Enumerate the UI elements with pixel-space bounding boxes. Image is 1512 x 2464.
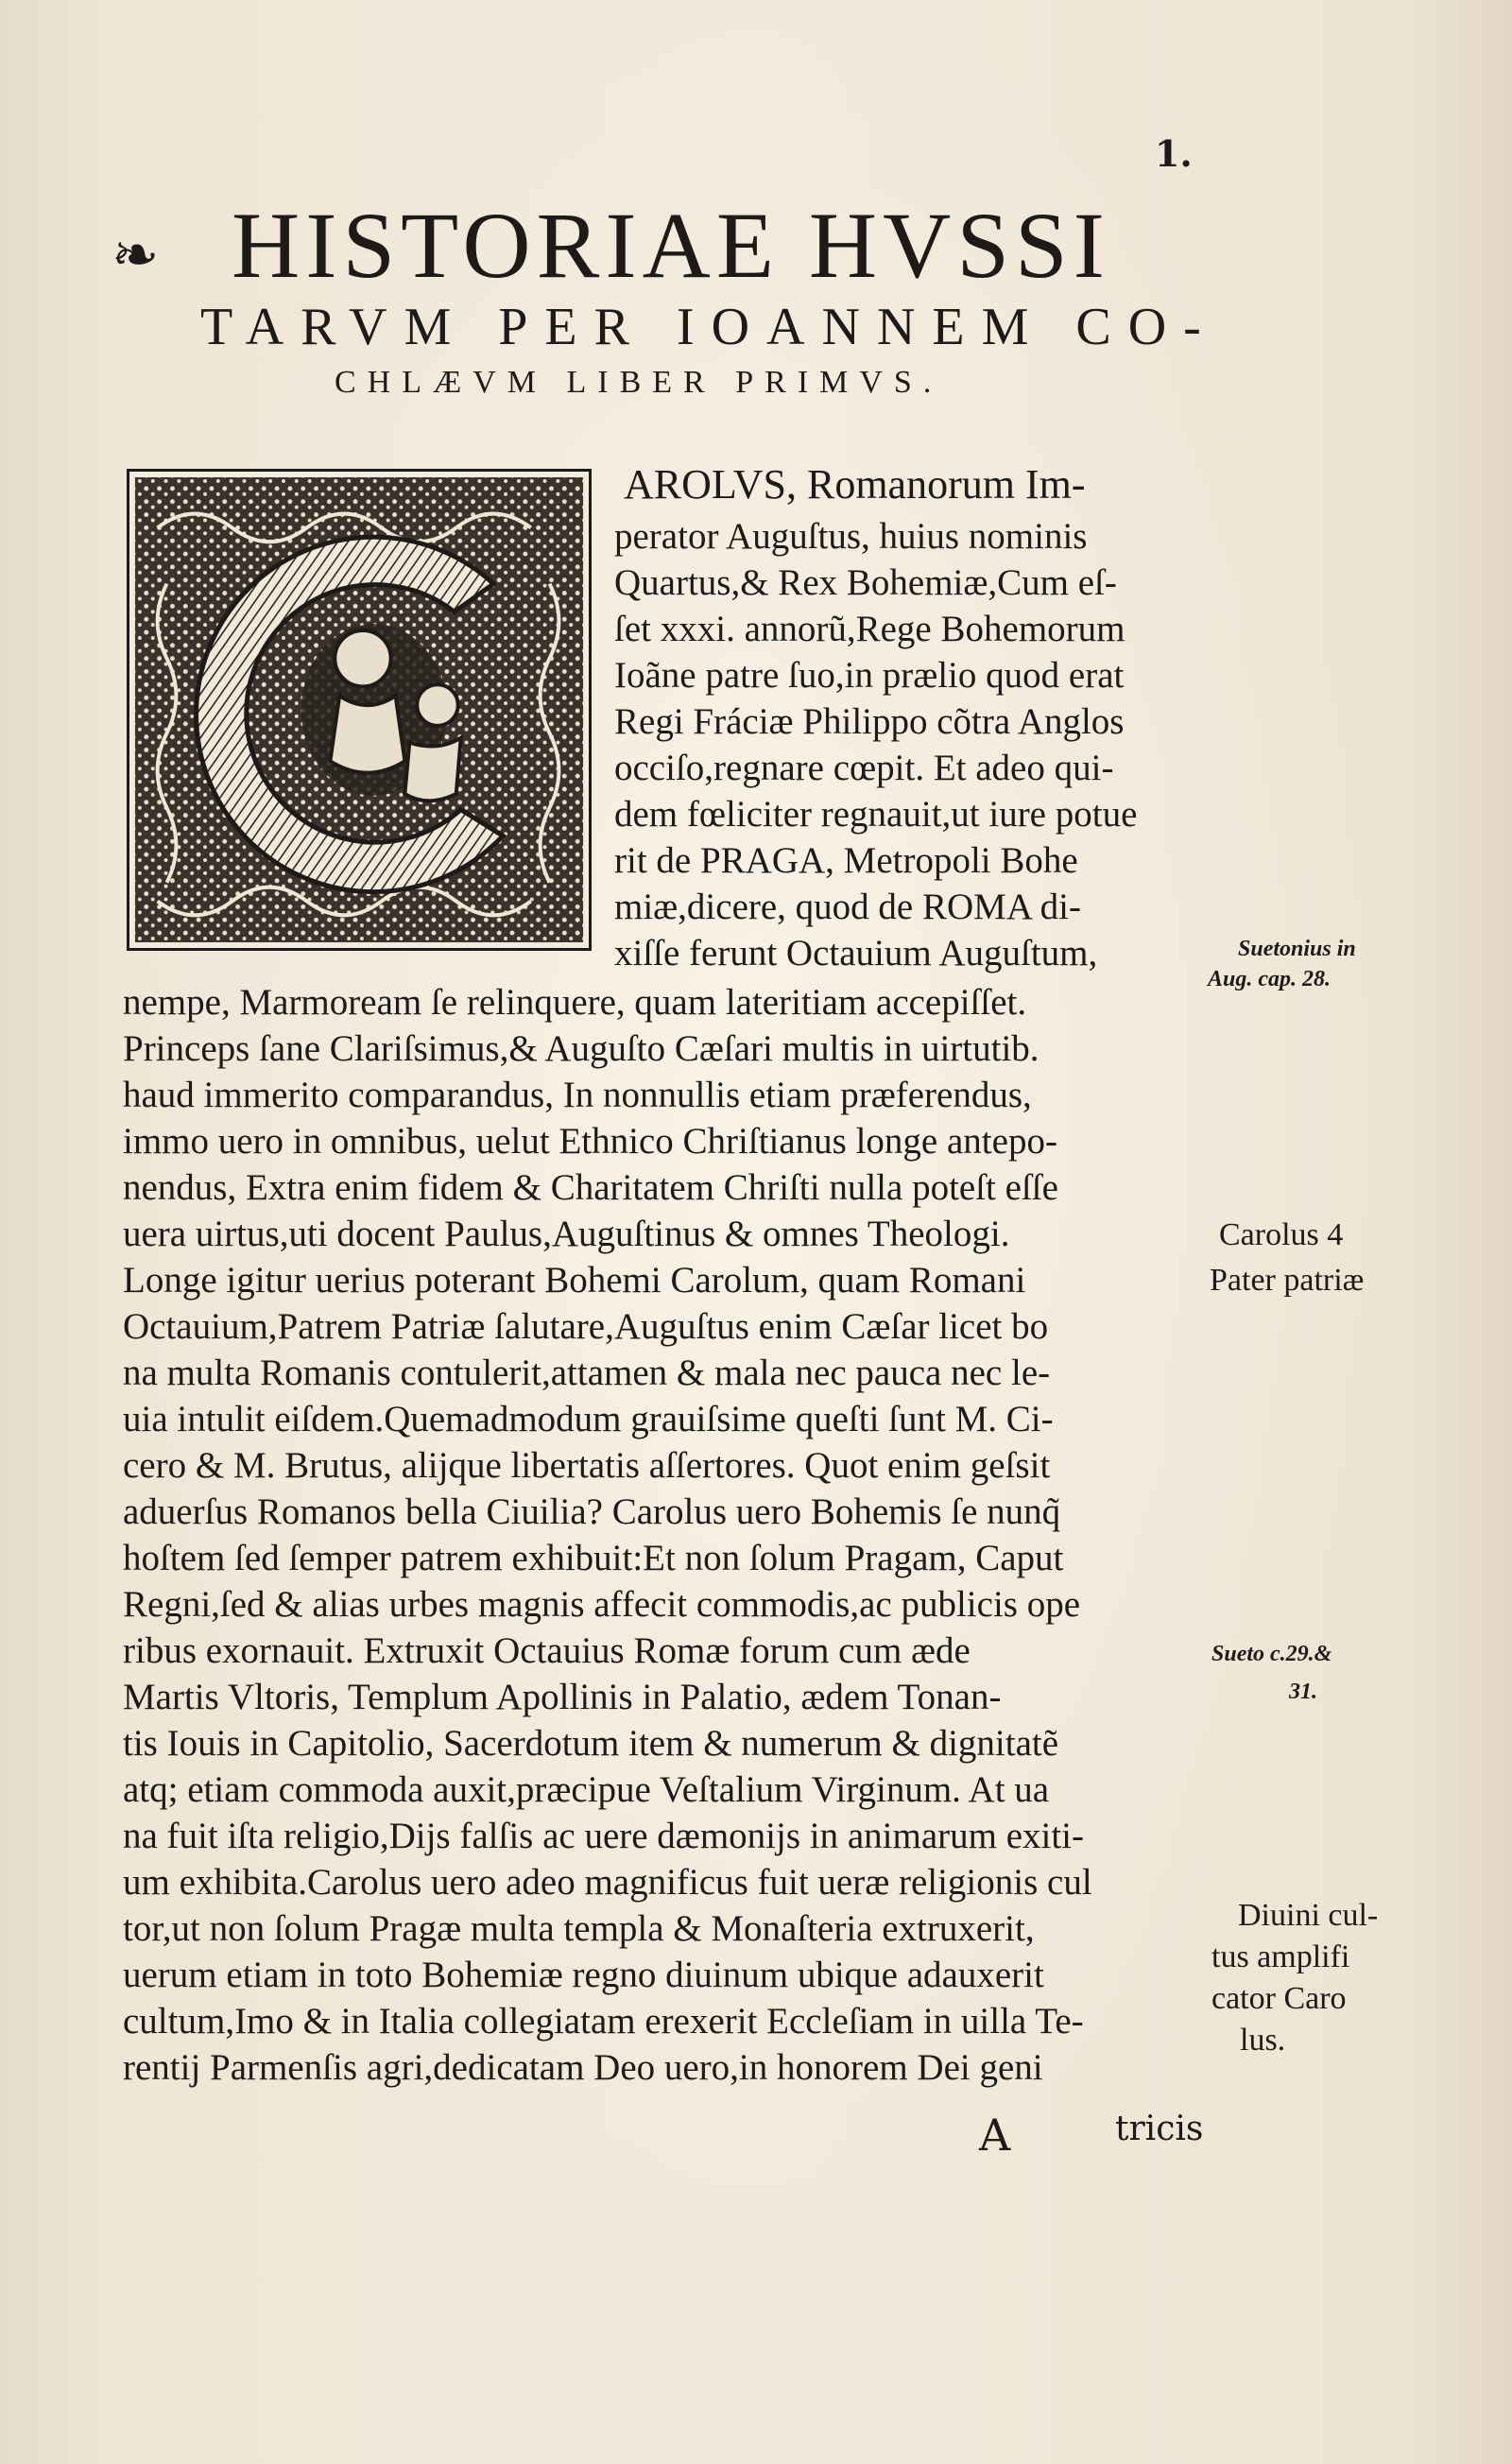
body-line: AROLVS, Romanorum Im- — [624, 461, 1086, 508]
folio-number: 1. — [1155, 132, 1193, 175]
body-line: rit de PRAGA, Metropoli Bohe — [614, 840, 1078, 881]
body-line: uia intulit eiſdem.Quemadmodum grauiſsime queſti ſunt M. Ci- — [123, 1399, 1054, 1439]
body-line: rentij Parmenſis agri,dedicatam Deo uero,in honorem Dei geni — [123, 2047, 1043, 2088]
margin-note: Sueto c.29.& — [1211, 1642, 1332, 1666]
body-line: miæ,dicere, quod de ROMA di- — [614, 887, 1081, 927]
body-line: Regi Fráciæ Philippo cõtra Anglos — [614, 701, 1125, 742]
margin-note: 31. — [1289, 1680, 1317, 1704]
catchword: tricis — [1115, 2110, 1204, 2148]
body-line: na multa Romanis contulerit,attamen & mala nec pauca nec le- — [123, 1353, 1051, 1393]
body-line: perator Auguſtus, huius nominis — [614, 516, 1088, 557]
body-line: occiſo,regnare cœpit. Et adeo qui- — [614, 748, 1114, 788]
margin-note: Pater patriæ — [1210, 1263, 1365, 1298]
signature-mark: A — [979, 2110, 1011, 2161]
margin-note: Aug. cap. 28. — [1208, 967, 1332, 991]
margin-note: Diuini cul- — [1238, 1898, 1379, 1933]
body-line: nempe, Marmoream ſe relinquere, quam lateritiam accepiſſet. — [123, 982, 1027, 1023]
body-line: Regni,ſed & alias urbes magnis affecit commodis,ac publicis ope — [123, 1584, 1081, 1625]
fleuron-icon: ❧ — [112, 222, 160, 288]
woodcut-initial-icon — [129, 472, 589, 948]
title-line-2: TARVM PER IOANNEM CO- — [200, 298, 1218, 356]
body-line: cultum,Imo & in Italia collegiatam erexerit Eccleſiam in uilla Te- — [123, 2001, 1084, 2042]
body-line: Octauium,Patrem Patriæ ſalutare,Auguſtus enim Cæſar licet bo — [123, 1306, 1049, 1347]
body-line: cero & M. Brutus, alijque libertatis aſſertores. Quot enim geſsit — [123, 1445, 1051, 1486]
body-line: na fuit iſta religio,Dijs falſis ac uere dæmonijs in animarum exiti- — [123, 1816, 1085, 1856]
body-line: Quartus,& Rex Bohemiæ,Cum eſ- — [614, 562, 1117, 603]
margin-note: lus. — [1240, 2023, 1286, 2058]
margin-note: Suetonius in — [1238, 937, 1356, 961]
body-line: Longe igitur uerius poterant Bohemi Carolum, quam Romani — [123, 1260, 1026, 1301]
body-line: atq; etiam commoda auxit,præcipue Veſtalium Virginum. At ua — [123, 1769, 1050, 1810]
body-line: uerum etiam in toto Bohemiæ regno diuinum ubique adauxerit — [123, 1955, 1044, 1995]
body-line: immo uero in omnibus, uelut Ethnico Chriſtianus longe antepo- — [123, 1121, 1057, 1162]
body-line: um exhibita.Carolus uero adeo magnificus fuit ueræ religionis cul — [123, 1862, 1092, 1903]
body-line: tor,ut non ſolum Pragæ multa templa & Monaſteria extruxerit, — [123, 1908, 1035, 1949]
body-line: ſet xxxi. annorũ,Rege Bohemorum — [614, 609, 1125, 649]
body-line: Martis Vltoris, Templum Apollinis in Palatio, ædem Tonan- — [123, 1677, 1002, 1717]
title-line-3: CHLÆVM LIBER PRIMVS. — [335, 365, 943, 400]
body-line: Ioãne patre ſuo,in prælio quod erat — [614, 655, 1125, 696]
body-line: uera uirtus,uti docent Paulus,Auguſtinus & omnes Theologi. — [123, 1214, 1010, 1254]
body-line: haud immerito comparandus, In nonnullis etiam præferendus, — [123, 1075, 1032, 1115]
body-line: Princeps ſane Clariſsimus,& Auguſto Cæſari multis in uirtutib. — [123, 1028, 1040, 1069]
body-line: xiſſe ferunt Octauium Auguſtum, — [614, 933, 1098, 974]
body-line: ribus exornauit. Extruxit Octauius Romæ forum cum æde — [123, 1630, 971, 1671]
margin-note: Carolus 4 — [1219, 1217, 1344, 1252]
body-line: dem fœliciter regnauit,ut iure potue — [614, 794, 1138, 835]
margin-note: tus amplifi — [1211, 1939, 1350, 1974]
body-line: hoſtem ſed ſemper patrem exhibuit:Et non ſolum Pragam, Caput — [123, 1538, 1064, 1578]
body-line: tis Iouis in Capitolio, Sacerdotum item & numerum & dignitatẽ — [123, 1723, 1059, 1764]
body-line: aduerſus Romanos bella Ciuilia? Carolus uero Bohemis ſe nunq̃ — [123, 1491, 1061, 1532]
decorated-initial — [127, 469, 592, 951]
body-line: nendus, Extra enim fidem & Charitatem Chriſti nulla poteſt eſſe — [123, 1167, 1058, 1208]
margin-note: cator Caro — [1211, 1981, 1347, 2016]
title-line-1: HISTORIAE HVSSI — [232, 193, 1110, 298]
